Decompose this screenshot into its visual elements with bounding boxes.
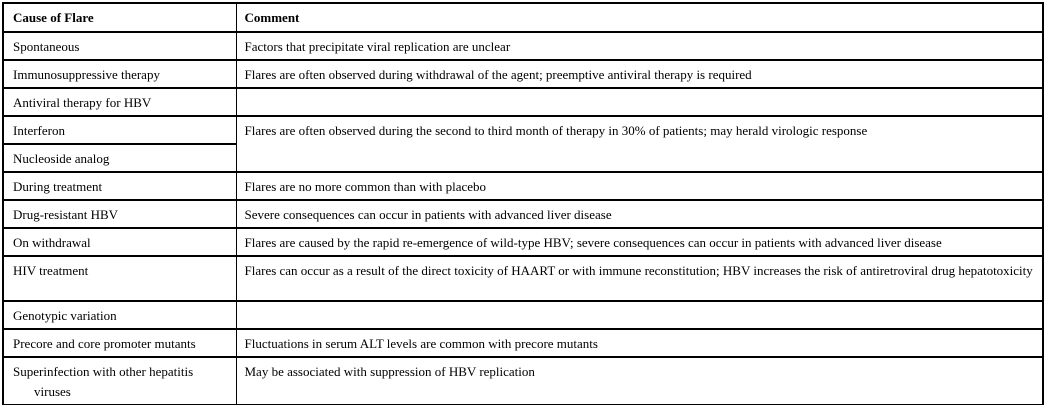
cause-cell-spontaneous: Spontaneous: [3, 32, 236, 60]
column-header-cause-of-flare: Cause of Flare: [3, 3, 236, 32]
table-row-genotypic-variation: [3, 301, 1043, 329]
comment-cell-hiv-treatment: Flares can occur as a result of the direct toxicity of HAART or with immune reconstitution; HBV increases the risk of antiretroviral drug hepatotoxicity: [236, 256, 1043, 301]
table-row-immunosuppressive-therapy: [3, 60, 1043, 88]
cause-cell-precore-core-promoter-mutants: Precore and core promoter mutants: [3, 329, 236, 357]
comment-cell-on-withdrawal: Flares are caused by the rapid re-emergence of wild-type HBV; severe consequences can occur in patients with advanced liver disease: [236, 228, 1043, 256]
comment-cell-immunosuppressive-therapy: Flares are often observed during withdrawal of the agent; preemptive antiviral therapy is required: [236, 60, 1043, 88]
cause-cell-hiv-treatment: HIV treatment: [3, 256, 236, 301]
cause-cell-on-withdrawal: On withdrawal: [3, 228, 236, 256]
table-row-antiviral-therapy-hbv: [3, 88, 1043, 116]
comment-cell-interferon-nucleoside: Flares are often observed during the second to third month of therapy in 30% of patients; may herald virologic response: [236, 116, 1043, 172]
table-row-interferon: [3, 116, 1043, 144]
cause-cell-interferon: Interferon: [3, 116, 236, 144]
comment-cell-genotypic-variation: [236, 301, 1043, 329]
table-row-drug-resistant-hbv: [3, 200, 1043, 228]
comment-cell-antiviral-therapy-hbv: [236, 88, 1043, 116]
cause-cell-immunosuppressive-therapy: Immunosuppressive therapy: [3, 60, 236, 88]
table-row-precore-core-promoter-mutants: [3, 329, 1043, 357]
comment-cell-superinfection-other-hepatitis: May be associated with suppression of HBV replication: [236, 357, 1043, 405]
table-row-on-withdrawal: [3, 228, 1043, 256]
table-row-during-treatment: [3, 172, 1043, 200]
cause-cell-during-treatment: During treatment: [3, 172, 236, 200]
cause-cell-genotypic-variation: Genotypic variation: [3, 301, 236, 329]
cause-cell-nucleoside-analog: Nucleoside analog: [3, 144, 236, 172]
column-header-comment: Comment: [236, 3, 1043, 32]
cause-cell-drug-resistant-hbv: Drug-resistant HBV: [3, 200, 236, 228]
hbv-flare-causes-table: [2, 2, 1044, 405]
table-row-hiv-treatment: [3, 256, 1043, 301]
cause-cell-superinfection-other-hepatitis: Superinfection with other hepatitis viruses: [3, 357, 236, 405]
cause-cell-antiviral-therapy-hbv: Antiviral therapy for HBV: [3, 88, 236, 116]
table-row-superinfection-other-hepatitis: [3, 357, 1043, 405]
table-row-spontaneous: [3, 32, 1043, 60]
comment-cell-during-treatment: Flares are no more common than with placebo: [236, 172, 1043, 200]
comment-cell-precore-core-promoter-mutants: Fluctuations in serum ALT levels are common with precore mutants: [236, 329, 1043, 357]
comment-cell-drug-resistant-hbv: Severe consequences can occur in patients with advanced liver disease: [236, 200, 1043, 228]
header-row: [3, 3, 1043, 32]
comment-cell-spontaneous: Factors that precipitate viral replication are unclear: [236, 32, 1043, 60]
